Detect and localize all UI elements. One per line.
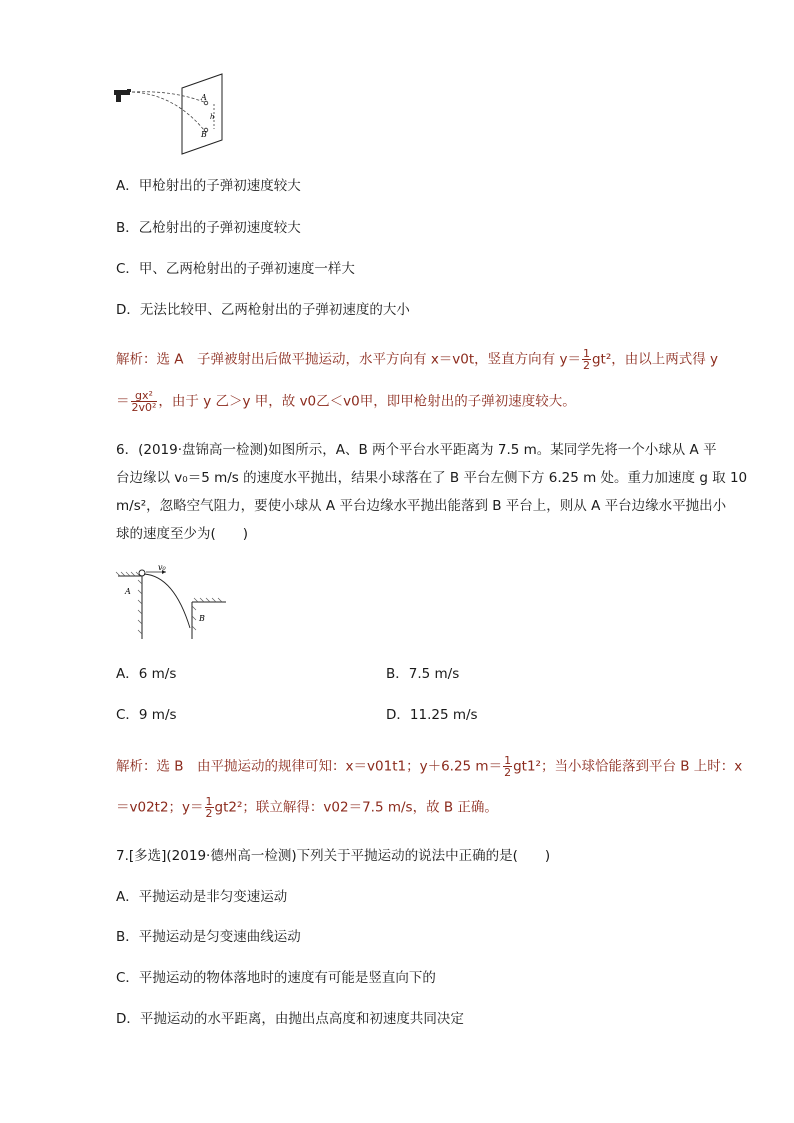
q7-option-d: D．平抛运动的水平距离，由抛出点高度和初速度共同决定: [116, 1011, 464, 1027]
label-a: A: [125, 587, 131, 596]
q5-option-b: B．乙枪射出的子弹初速度较大: [116, 220, 301, 236]
label-b: B: [201, 130, 207, 139]
label-b: B: [199, 614, 205, 623]
q6-option-a: A．6 m/s: [116, 666, 177, 682]
gun-target-figure: [112, 70, 238, 158]
q7-option-b: B．平抛运动是匀变速曲线运动: [116, 929, 301, 945]
label-v0: v₀: [158, 564, 166, 572]
fraction: $\frac{1}{2}$: [504, 754, 512, 779]
q6-option-d: D．11.25 m/s: [386, 707, 478, 723]
q7-option-c: C．平抛运动的物体落地时的速度有可能是竖直向下的: [116, 970, 436, 986]
platform-a: [116, 572, 142, 639]
q7-option-a: A．平抛运动是非匀变速运动: [116, 889, 288, 905]
q5-analysis-line1: 解析：选 A 子弹被射出后做平抛运动，水平方向有 x＝v0t，竖直方向有 y＝ $\frac{1}{2}$ gt²，由以上两式得 y: [116, 347, 719, 372]
q7-stem: 7.[多选](2019·德州高一检测)下列关于平抛运动的说法中正确的是( ): [116, 848, 551, 864]
q5-option-c: C．甲、乙两枪射出的子弹初速度一样大: [116, 261, 355, 277]
ball: [139, 570, 145, 576]
q6-stem-line2: 台边缘以 v₀＝5 m/s 的速度水平抛出，结果小球落在了 B 平台左侧下方 6.25 m 处。重力加速度 g 取 10: [116, 470, 748, 486]
fraction: $\frac{1}{2}$: [205, 795, 213, 820]
label-a: A: [201, 93, 207, 102]
q6-analysis-line1: 解析：选 B 由平抛运动的规律可知：x＝v01t1；y＋6.25 m＝ $\frac{1}{2}$ gt1²；当小球恰能落到平台 B 上时：x: [116, 754, 743, 779]
trajectory-b: [132, 92, 204, 130]
q6-option-b: B．7.5 m/s: [386, 666, 460, 682]
q6-option-c: C．9 m/s: [116, 707, 177, 723]
gun-icon: [114, 89, 131, 102]
platform-figure: [112, 564, 230, 642]
q5-analysis-line2: ＝ $\frac{\text{gx²}}{\text{2v0²}}$ ，由于 y 乙＞y 甲，故 v0乙＜v0甲，即甲枪射出的子弹初速度较大。: [116, 389, 576, 414]
trajectory: [144, 574, 190, 628]
label-h: h: [210, 113, 215, 121]
q6-analysis-line2: ＝v02t2；y＝ $\frac{1}{2}$ gt2²；联立解得：v02＝7.5 m/s，故 B 正确。: [116, 795, 498, 820]
q6-stem-line1: 6．(2019·盘锦高一检测)如图所示，A、B 两个平台水平距离为 7.5 m。某同学先将一个小球从 A 平: [116, 442, 717, 458]
fraction: $\frac{\text{gx²}}{\text{2v0²}}$: [131, 389, 157, 414]
q6-stem-line3: m/s²，忽略空气阻力，要使小球从 A 平台边缘水平抛出能落到 B 平台上，则从 A 平台边缘水平抛出小: [116, 498, 727, 514]
platform-b: [192, 598, 226, 639]
fraction: $\frac{1}{2}$: [582, 347, 590, 372]
q6-stem-line4: 球的速度至少为( ): [116, 526, 249, 542]
q5-option-d: D．无法比较甲、乙两枪射出的子弹初速度的大小: [116, 302, 410, 318]
q5-option-a: A．甲枪射出的子弹初速度较大: [116, 178, 301, 194]
